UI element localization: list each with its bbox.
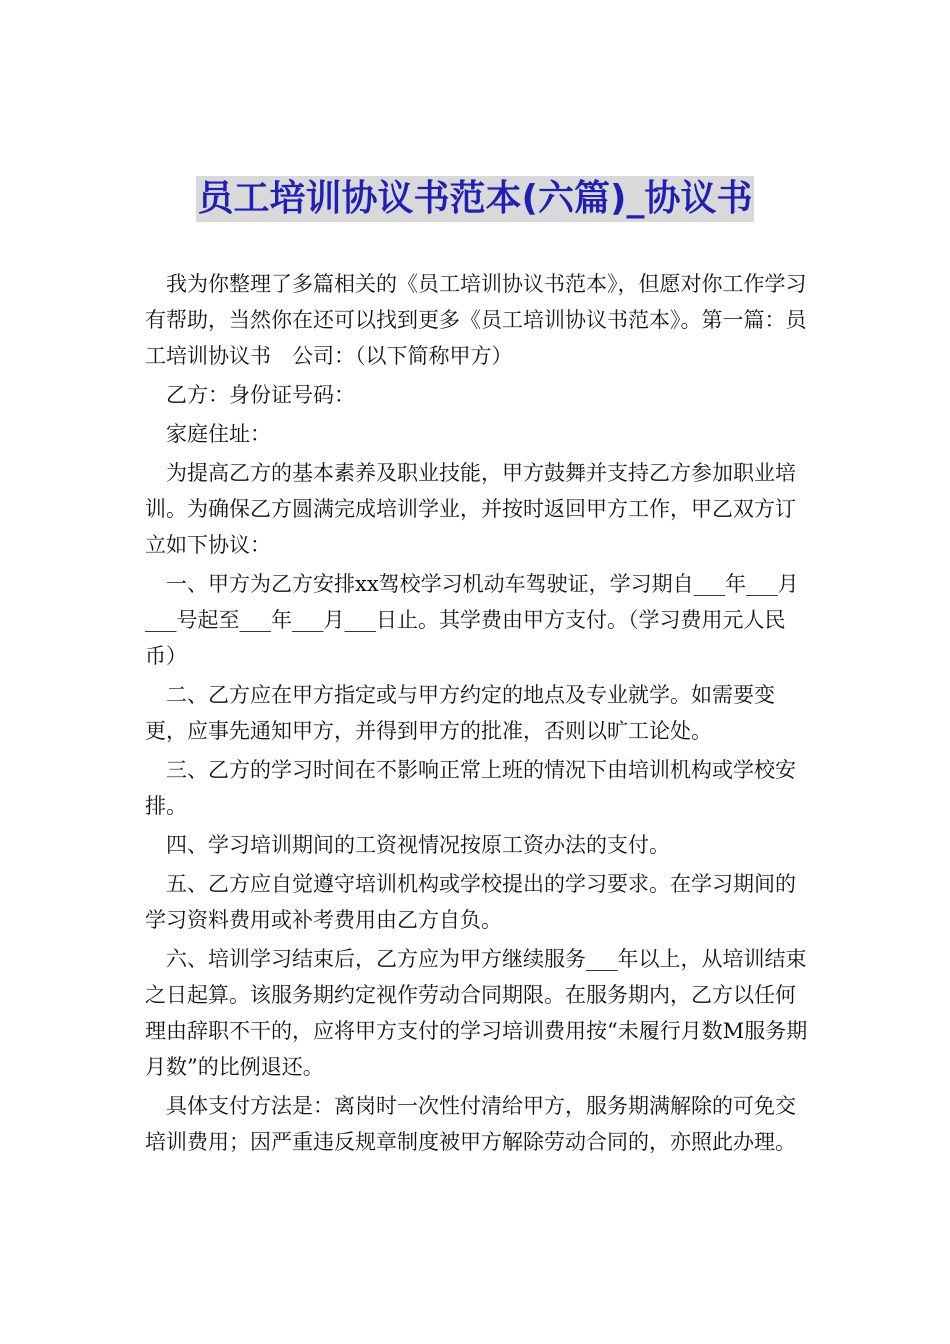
title-container xyxy=(0,176,950,222)
paragraph-purpose: 为提高乙方的基本素养及职业技能，甲方鼓舞并支持乙方参加职业培训。为确保乙方圆满完成培训学业，并按时返回甲方工作，甲乙双方订立如下协议： xyxy=(145,461,796,557)
paragraph-address: 家庭住址： xyxy=(166,422,271,446)
paragraph-payment: 具体支付方法是：离岗时一次性付清给甲方，服务期满解除的可免交培训费用；因严重违反规章制度被甲方解除劳动合同的，亦照此办理。 xyxy=(145,1094,796,1154)
document-title: 员工培训协议书范本(六篇)_协议书 xyxy=(196,176,755,222)
paragraph-clause-6: 六、培训学习结束后，乙方应为甲方继续服务___年以上，从培训结束之日起算。该服务期约定视作劳动合同期限。在服务期内，乙方以任何理由辞职不干的，应将甲方支付的学习培训费用按“未履行月数M服务期月数”的比例退还。 xyxy=(145,947,808,1079)
paragraph-party-b: 乙方：身份证号码： xyxy=(166,383,355,407)
paragraph-clause-2: 二、乙方应在甲方指定或与甲方约定的地点及专业就学。如需要变更，应事先通知甲方，并得到甲方的批准，否则以旷工论处。 xyxy=(145,683,775,743)
paragraph-intro: 我为你整理了多篇相关的《员工培训协议书范本》，但愿对你工作学习有帮助，当然你在还可以找到更多《员工培训协议书范本》。第一篇：员工培训协议书 公司：（以下简称甲方） xyxy=(145,272,807,368)
paragraph-clause-5: 五、乙方应自觉遵守培训机构或学校提出的学习要求。在学习期间的学习资料费用或补考费用由乙方自负。 xyxy=(145,872,796,932)
paragraph-clause-3: 三、乙方的学习时间在不影响正常上班的情况下由培训机构或学校安排。 xyxy=(145,758,796,818)
paragraph-clause-1: 一、甲方为乙方安排xx驾校学习机动车驾驶证，学习期自___年___月___号起至___年___月___日止。其学费由甲方支付。（学习费用元人民币） xyxy=(145,572,799,668)
document-body xyxy=(145,266,810,1160)
paragraph-clause-4: 四、学习培训期间的工资视情况按原工资办法的支付。 xyxy=(166,833,670,857)
